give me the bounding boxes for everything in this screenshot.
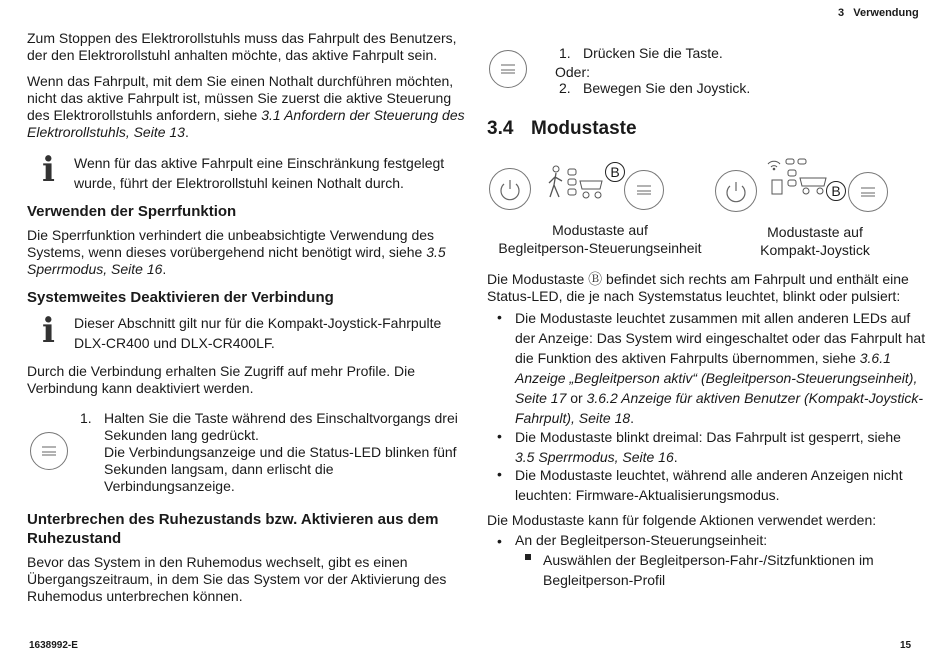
sub-bullet-select-functions <box>543 550 874 590</box>
info-icon: ℹ <box>42 150 55 190</box>
text-line: der den Elektrorollstuhl anhalten möchte, das aktive Fahrpult sein. <box>27 47 438 63</box>
step-number: 1. <box>559 45 571 61</box>
paragraph-actions: Die Modustaste kann für folgende Aktionen verwendet werden: <box>487 512 877 528</box>
step-number: 1. <box>80 410 92 426</box>
text-line: Verbindung kann deaktiviert werden. <box>27 380 254 396</box>
cross-reference-link[interactable]: 3.6.1 <box>859 350 891 366</box>
bullet-blinks-three-times <box>515 427 901 467</box>
bullet-attendant-unit: An der Begleitperson-Steuerungseinheit: <box>515 532 768 548</box>
text-line: Die Modustaste leuchtet zusammen mit allen anderen LEDs auf <box>515 310 911 326</box>
cross-reference-link[interactable]: Elektrorollstuhls, Seite 13 <box>27 124 185 140</box>
text-line: Die Sperrfunktion verhindert die unbeabsichtigte Verwendung des <box>27 227 435 243</box>
text-line: Zum Stoppen des Elektrorollstuhls muss das Fahrpult des Benutzers, <box>27 30 457 46</box>
power-button-icon <box>715 170 757 212</box>
text-line: Halten Sie die Taste während des Einschaltvorgangs drei <box>104 410 458 426</box>
cross-reference-link[interactable]: Seite 17 <box>515 390 567 406</box>
mode-badge: B <box>605 162 625 182</box>
text-line: nicht das aktive Fahrpult ist, müssen Sie zuerst die aktive Steuerung <box>27 90 452 106</box>
text-line: die Funktion des aktiven Fahrpults übernommen, siehe 3.6.1 <box>515 350 891 366</box>
text-line: Modustaste auf <box>552 222 648 238</box>
text-line: Elektrorollstuhls, Seite 13. <box>27 124 189 140</box>
text-line: Ruhezustand <box>27 530 122 547</box>
cross-reference-link[interactable]: 3.5 Sperrmodus, Seite 16 <box>515 449 674 465</box>
step-move-joystick: Bewegen Sie den Joystick. <box>583 80 751 96</box>
text-line: Kompakt-Joystick <box>760 242 870 258</box>
mode-badge: B <box>826 181 846 201</box>
cross-reference-link[interactable]: 3.1 Anfordern der Steuerung des <box>261 107 465 123</box>
text-line: Begleitperson-Profil <box>543 572 666 588</box>
section-number: 3.4 <box>487 118 514 139</box>
text-line: Begleitperson-Steuerungseinheit <box>498 240 702 256</box>
text-line: Seite 17 or 3.6.2 Anzeige für aktiven Benutzer (Kompakt-Joystick- <box>515 390 924 406</box>
menu-button-icon <box>30 432 68 470</box>
cross-reference-link[interactable]: Anzeige „Begleitperson aktiv“ (Begleitperson-Steuerungseinheit), <box>515 370 918 386</box>
text-line: Wenn für das aktive Fahrpult eine Einschränkung festgelegt <box>74 155 445 171</box>
text-line: Die Modustaste blinkt dreimal: Das Fahrpult ist gesperrt, siehe <box>515 429 901 445</box>
mode-button-icon <box>624 170 664 210</box>
bullet-marker: • <box>497 428 502 444</box>
bullet-marker: • <box>497 533 502 549</box>
cross-reference-link[interactable]: Fahrpult), Seite 18 <box>515 410 631 426</box>
cross-reference-link[interactable]: 3.6.2 Anzeige für aktiven Benutzer (Kompakt-Joystick- <box>586 390 924 406</box>
text-line: Durch die Verbindung erhalten Sie Zugriff auf mehr Profile. Die <box>27 363 416 379</box>
paragraph-verbindung <box>27 363 415 397</box>
mode-button-icon <box>848 172 888 212</box>
text-line: Status-LED, die je nach Systemstatus leuchtet, blinkt oder pulsiert: <box>487 288 901 304</box>
text-line: 3.5 Sperrmodus, Seite 16. <box>515 449 678 465</box>
text-line: Ruhemodus unterbrechen können. <box>27 588 243 604</box>
note-restriction <box>74 153 444 193</box>
text-line: Unterbrechen des Ruhezustands bzw. Aktivieren aus dem <box>27 511 439 528</box>
paragraph-stop <box>27 30 457 64</box>
text-line: des Elektrorollstuhls anfordern, siehe 3.1 Anfordern der Steuerung des <box>27 107 465 123</box>
text-line: Systems, wenn dieses vorübergehend nicht benötigt wird, siehe 3.5 <box>27 244 446 260</box>
text-line: wurde, führt der Elektrorollstuhl keinen Nothalt durch. <box>74 175 404 191</box>
document-id: 1638992-E <box>29 640 78 651</box>
heading-verbindung: Systemweites Deaktivieren der Verbindung <box>27 289 334 306</box>
bullet-firmware-mode <box>515 465 903 505</box>
text-line: Auswählen der Begleitperson-Fahr-/Sitzfunktionen im <box>543 552 874 568</box>
joystick-status-icons <box>764 154 830 202</box>
text-line: Die Verbindungsanzeige und die Status-LED blinken fünf <box>104 444 457 460</box>
text-line: Modustaste auf <box>767 224 863 240</box>
text-line: Die Modustaste Ⓑ befindet sich rechts am Fahrpult und enthält eine <box>487 271 909 287</box>
paragraph-ruhezustand <box>27 554 446 605</box>
step-number: 2. <box>559 80 571 96</box>
paragraph-modustaste <box>487 271 909 305</box>
paragraph-nothalt <box>27 73 465 141</box>
text-line: Übergangszeitraum, in dem Sie das System vor der Aktivierung des <box>27 571 447 587</box>
text-line: Sekunden langsam, dann erlischt die <box>104 461 334 477</box>
note-compact-joystick <box>74 313 441 353</box>
caption-attendant-unit <box>495 221 705 257</box>
step-hold-button <box>104 410 458 495</box>
power-button-icon <box>489 168 531 210</box>
text-line: DLX-CR400 und DLX-CR400LF. <box>74 335 275 351</box>
text-line: der Anzeige: Das System wird eingeschaltet oder das Fahrpult hat <box>515 330 926 346</box>
text-line: Wenn das Fahrpult, mit dem Sie einen Nothalt durchführen möchten, <box>27 73 454 89</box>
text-line: Dieser Abschnitt gilt nur für die Kompakt-Joystick-Fahrpulte <box>74 315 442 331</box>
chapter-header: 3 Verwendung <box>838 7 919 19</box>
info-icon: ℹ <box>42 311 55 351</box>
bullet-marker: • <box>497 309 502 325</box>
section-title: Modustaste <box>531 118 637 139</box>
text-line: Fahrpult), Seite 18. <box>515 410 635 426</box>
page-number: 15 <box>900 640 912 651</box>
text-line: Die Modustaste leuchtet, während alle anderen Anzeigen nicht <box>515 467 903 483</box>
square-bullet-icon <box>525 554 531 560</box>
caption-compact-joystick <box>744 223 886 259</box>
text-line: leuchten: Firmware-Aktualisierungsmodus. <box>515 487 780 503</box>
text-line: Bevor das System in den Ruhemodus wechselt, gibt es einen <box>27 554 408 570</box>
text-line: Sekunden lang gedrückt. <box>104 427 259 443</box>
cross-reference-link[interactable]: 3.5 <box>426 244 446 260</box>
bullet-marker: • <box>497 466 502 482</box>
cross-reference-link[interactable]: Sperrmodus, Seite 16 <box>27 261 163 277</box>
step-press-button: Drücken Sie die Taste. <box>583 45 723 61</box>
bullet-all-leds <box>515 308 925 428</box>
text-line: Sperrmodus, Seite 16. <box>27 261 167 277</box>
or-label: Oder: <box>555 64 591 80</box>
paragraph-sperrfunktion <box>27 227 446 278</box>
menu-button-icon <box>489 50 527 88</box>
heading-ruhezustand <box>27 510 439 548</box>
attendant-seat-function-icon <box>546 163 606 205</box>
text-line: Verbindungsanzeige. <box>104 478 235 494</box>
heading-sperrfunktion: Verwenden der Sperrfunktion <box>27 203 237 220</box>
